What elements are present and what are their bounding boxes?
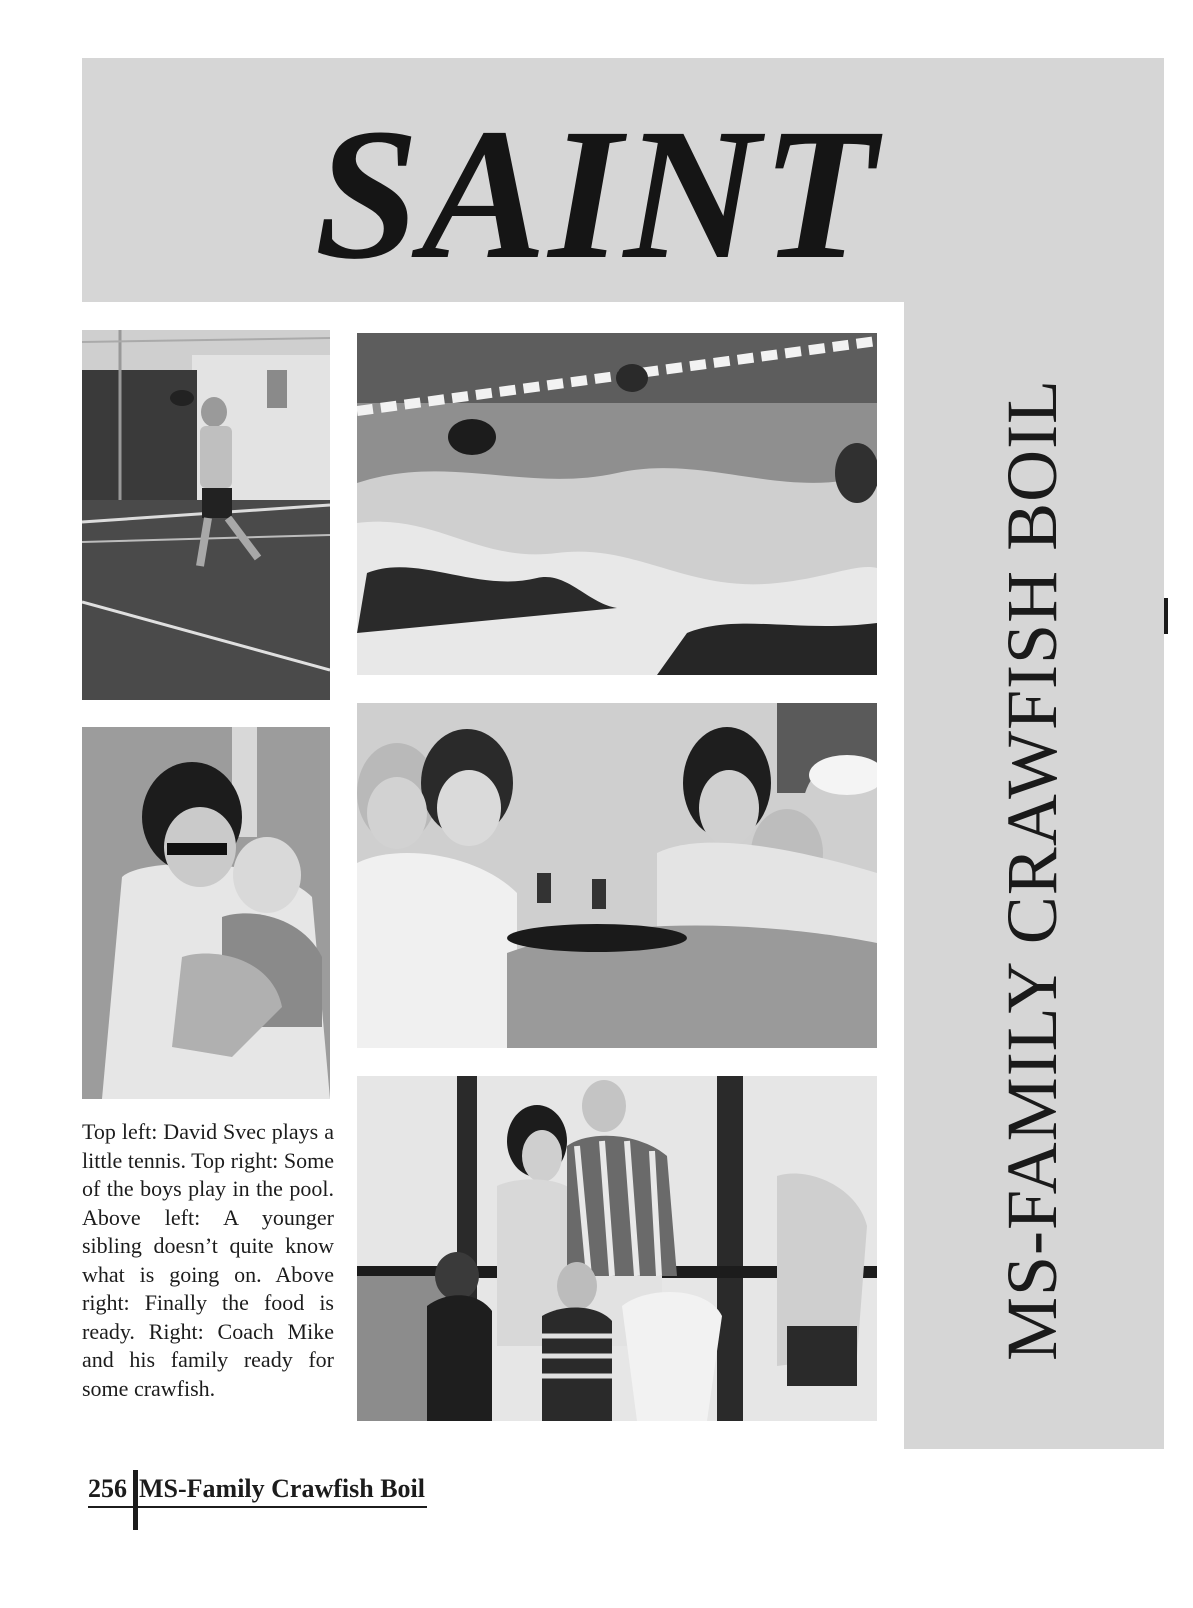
photo-food-table-image — [357, 703, 877, 1048]
photo-family — [357, 1076, 877, 1421]
footer-divider — [133, 1470, 138, 1530]
side-title-container — [992, 350, 1072, 1390]
section-title: MS-Family Crawfish Boil — [131, 1472, 427, 1508]
photo-tennis-image — [82, 330, 330, 700]
photo-mom-baby — [82, 727, 330, 1099]
page-title: SAINT — [314, 89, 879, 298]
photo-food-table — [357, 703, 877, 1048]
photo-family-image — [357, 1076, 877, 1421]
page-footer — [88, 1472, 427, 1512]
page-number: 256 — [88, 1472, 131, 1508]
side-title: MS-FAMILY CRAWFISH BOIL — [992, 378, 1072, 1362]
edge-mark — [1164, 598, 1168, 634]
photo-pool-image — [357, 333, 877, 675]
photo-caption: Top left: David Svec plays a little tennis. Top right: Some of the boys play in the pool. Above left: A younger sibling doesn’t quite know what is going on. Above right: Finally the food is ready. Right: Coach Mike and his family ready for some crawfish. — [82, 1119, 334, 1401]
photo-mom-baby-image — [82, 727, 330, 1099]
photo-tennis — [82, 330, 330, 700]
photo-pool — [357, 333, 877, 675]
